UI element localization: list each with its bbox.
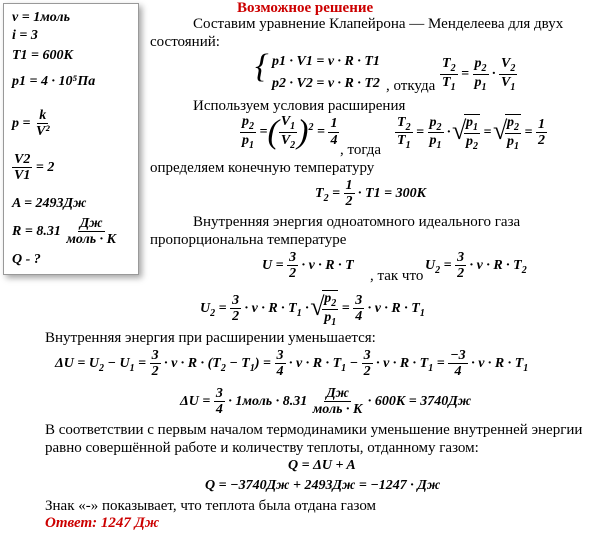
- text-clapeyron-1: Составим уравнение Клапейрона — Менделеева для двух: [193, 16, 564, 32]
- text-sign: Знак «-» показывает, что теплота была отдана газом: [45, 498, 377, 514]
- given-box: [3, 3, 139, 275]
- u2-equation: $U_2$ = $\frac{3}{2}$ · $\nu \cdot R \cdot T_2$: [425, 250, 527, 282]
- u-equation: U = $\frac{3}{2}$ · ν · R · T: [262, 250, 354, 282]
- text-use-conditions: Используем условия расширения: [193, 98, 406, 114]
- q-calculation: Q = −3740Дж + 2493Дж = −1247 · Дж: [205, 478, 441, 493]
- given-p1: p1 = 4 · 10⁵Па: [12, 74, 96, 89]
- t2-equation: $T_2$ = $\frac{1}{2}$ · T1 = 300K: [315, 178, 426, 210]
- temperature-ratio-equation: $\frac{T_2}{T_1}$ = $\frac{p_2}{p_1}$ · √ $\frac{p_1}{p_2}$ = √ $\frac{p_2}{p_1}$ = $\frac{1}{2}$: [395, 114, 547, 152]
- text-clapeyron-2: состояний:: [150, 34, 220, 50]
- text-togda: , тогда: [340, 142, 382, 158]
- delta-u-calc: ΔU = $\frac{3}{4}$ · 1моль · 8.31 $\frac{Дж}{\text{моль · K}}$ · 600K = 3740Дж: [180, 386, 472, 418]
- u2-expanded-equation: $U_2$ = $\frac{3}{2}$ · $\nu \cdot R \cdot T_1$ · √ $\frac{p_2}{p_1}$ = $\frac{3}{4}$ · $\nu \cdot R \cdot T_1$: [200, 290, 425, 328]
- text-internal-1: Внутренняя энергия одноатомного идеального газа: [193, 214, 521, 230]
- clapeyron-system: {: [255, 48, 269, 85]
- text-decrease: Внутренняя энергия при расширении уменьшается:: [45, 330, 376, 346]
- q-equation: Q = ΔU + A: [288, 458, 356, 473]
- delta-u-equation: $\Delta U = U_2 - U_1$ = $\frac{3}{2}$ · $\nu \cdot R \cdot (T_2 - T_1)$ = $\frac{3}{4}$ · $\nu \cdot R \cdot T_1$ − $\frac{3}{2}$ · $\nu \cdot R \cdot T_1$ = $\frac{-3}{4}$ · $\nu \cdot R \cdot T_1$: [55, 348, 529, 380]
- given-q: Q - ?: [12, 252, 41, 267]
- system-eq-1: p1 · V1 = ν · R · T1: [272, 54, 380, 69]
- pressure-ratio-equation: $\frac{p_2}{p_1}$ =( $\frac{V_1}{V_2}$ )$^2$ = $\frac{1}{4}$: [242, 113, 338, 151]
- text-otkuda: , откуда: [386, 78, 436, 94]
- given-t1: T1 = 600K: [12, 48, 73, 63]
- text-tak-chto: , так что: [370, 268, 424, 284]
- given-volume-ratio: $\frac{V2}{V1}$ = 2: [14, 152, 55, 184]
- text-first-law-2: равно совершённой работе и количеству теплоты, отданному газом:: [45, 440, 479, 456]
- ratio-equation: $\frac{T_2}{T_1}$ = $\frac{p_2}{p_1}$ · $\frac{V_2}{V_1}$: [442, 56, 516, 93]
- answer: Ответ: 1247 Дж: [45, 515, 160, 531]
- given-i: i = 3: [12, 28, 38, 43]
- system-eq-2: p2 · V2 = ν · R · T2: [272, 76, 380, 91]
- text-first-law-1: В соответствии с первым началом термодинамики уменьшение внутренней энергии: [45, 422, 583, 438]
- given-p: p = $\frac{k}{\text{V²}}$: [12, 108, 50, 140]
- given-nu: ν = 1моль: [12, 10, 71, 25]
- text-internal-2: пропорциональна температуре: [150, 232, 347, 248]
- text-determine: определяем конечную температуру: [150, 160, 375, 176]
- given-a: A = 2493Дж: [12, 196, 87, 211]
- page-title: Возможное решение: [237, 0, 374, 16]
- given-r: R = 8.31 $\frac{Дж}{\text{моль · K}}$: [12, 216, 116, 248]
